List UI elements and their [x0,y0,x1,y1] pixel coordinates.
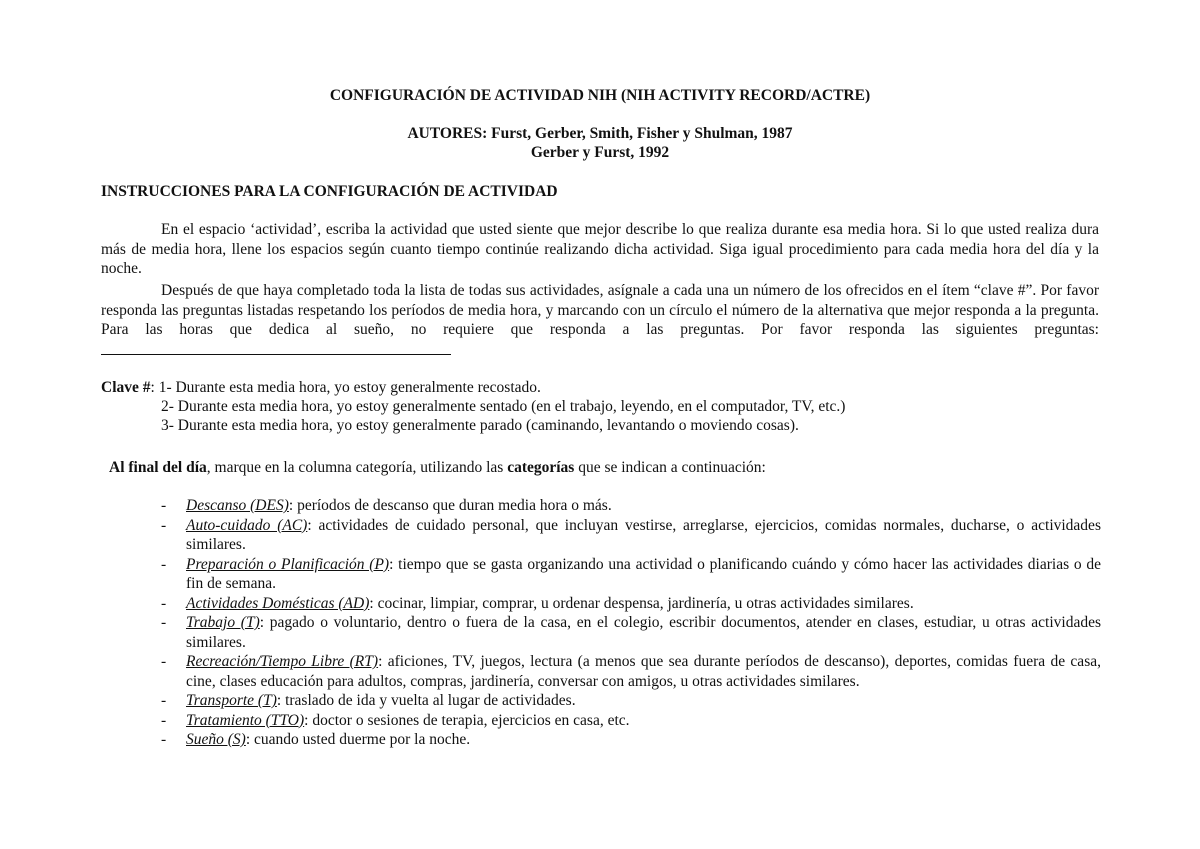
category-name: Tratamiento (TTO) [186,711,305,729]
category-name: Trabajo (T) [186,614,260,631]
category-item [161,516,1101,555]
category-description: doctor o sesiones de terapia, ejercicios en casa, etc. [308,711,630,729]
clave-item-2: 2- Durante esta media hora, yo estoy generalmente sentado (en el trabajo, leyendo, en el computador, TV, etc.) [161,398,846,415]
authors-line: AUTORES: Furst, Gerber, Smith, Fisher y Shulman, 1987 [407,125,793,142]
category-dash: - [161,497,167,514]
final-bold-1: Al final del día [109,459,207,476]
section-heading: INSTRUCCIONES PARA LA CONFIGURACIÓN DE ACTIVIDAD [101,183,558,200]
category-separator: : [245,731,251,748]
category-dash: - [161,692,167,709]
answer-blank-line [101,340,451,355]
category-separator: : [276,692,282,709]
category-name: Transporte (T) [186,692,277,709]
category-description: actividades de cuidado personal, que incluyan vestirse, arreglarse, ejercicios, comidas normales, ducharse, o actividades similares. [186,516,1101,553]
category-separator: : [307,516,312,534]
category-separator: : [304,711,309,729]
category-name: Actividades Domésticas (AD) [186,594,370,612]
clave-line-2 [161,397,845,417]
clave-line-3 [161,416,799,436]
category-dash: - [161,731,167,748]
category-name: Descanso (DES) [186,497,289,514]
category-dash: - [161,711,167,729]
category-description: tiempo que se gasta organizando una actividad o planificando cuándo y cómo hacer las actividades diarias o de fin de semana. [186,555,1101,592]
category-dash: - [161,594,167,612]
category-description: cuando usted duerme por la noche. [250,731,471,748]
paragraph-1-text: En el espacio ‘actividad’, escriba la actividad que usted siente que mejor describe lo que realiza durante esa media hora. Si lo que usted realiza dura más de media hora, llene los espacios según cuanto tiempo continúe realizando dicha actividad. Siga igual procedimiento para cada media hora del día y la noche. [101,221,1099,277]
category-dash: - [161,516,167,534]
instructions-paragraph-1 [101,220,1099,279]
category-dash: - [161,614,167,631]
category-dash: - [161,653,167,670]
clave-item-3: 3- Durante esta media hora, yo estoy generalmente parado (caminando, levantando o moviendo cosas). [161,417,799,434]
category-name: Recreación/Tiempo Libre (RT) [186,653,379,670]
category-separator: : [259,614,265,631]
category-separator: : [369,594,374,612]
category-item [161,496,1101,516]
category-description: cocinar, limpiar, comprar, u ordenar despensa, jardinería, u otras actividades similares. [373,594,914,612]
category-name: Auto-cuidado (AC) [186,516,308,534]
clave-line-1 [101,378,541,398]
category-list [161,496,1101,750]
clave-item-1: : 1- Durante esta media hora, yo estoy generalmente recostado. [150,379,541,396]
category-item [161,652,1101,691]
category-item [161,594,1101,614]
authors-line-2: Gerber y Furst, 1992 [530,144,670,161]
final-bold-2: categorías [507,459,575,476]
category-separator: : [389,555,394,573]
clave-label: Clave # [101,379,151,396]
final-text-2: que se indican a continuación: [574,459,766,476]
category-dash: - [161,555,167,573]
category-description: traslado de ida y vuelta al lugar de actividades. [281,692,576,709]
document-title: CONFIGURACIÓN DE ACTIVIDAD NIH (NIH ACTIVITY RECORD/ACTRE) [329,87,871,104]
final-text-1: , marque en la columna categoría, utilizando las [206,459,508,476]
category-name: Sueño (S) [186,731,246,748]
category-separator: : [288,497,294,514]
category-name: Preparación o Planificación (P) [186,555,390,573]
category-item [161,613,1101,652]
final-instruction [109,458,766,478]
category-item [161,691,1101,711]
instructions-paragraph-2 [101,281,1099,360]
category-item [161,730,1101,750]
category-description: pagado o voluntario, dentro o fuera de la casa, en el colegio, escribir documentos, atender en clases, estudiar, u otras actividades similares. [186,614,1101,651]
category-separator: : [378,653,383,670]
category-item [161,555,1101,594]
category-description: períodos de descanso que duran media hora o más. [293,497,612,514]
category-item [161,711,1101,731]
category-description: aficiones, TV, juegos, lectura (a menos que sea durante períodos de descanso), deportes, comidas fuera de casa, cine, clases educación para adultos, compras, jardinería, conversar con amigos, u otras actividades similares. [186,653,1101,690]
paragraph-2-text: Después de que haya completado toda la lista de todas sus actividades, asígnale a cada una un número de los ofrecidos en el ítem “clave #”. Por favor responda las preguntas listadas respetando los períodos de media hora, y marcando con un círculo el número de la alternativa que mejor responda a la pregunta. Para las horas que dedica al sueño, no requiere que responda a las preguntas. Por favor responda las siguientes preguntas: [101,282,1099,338]
